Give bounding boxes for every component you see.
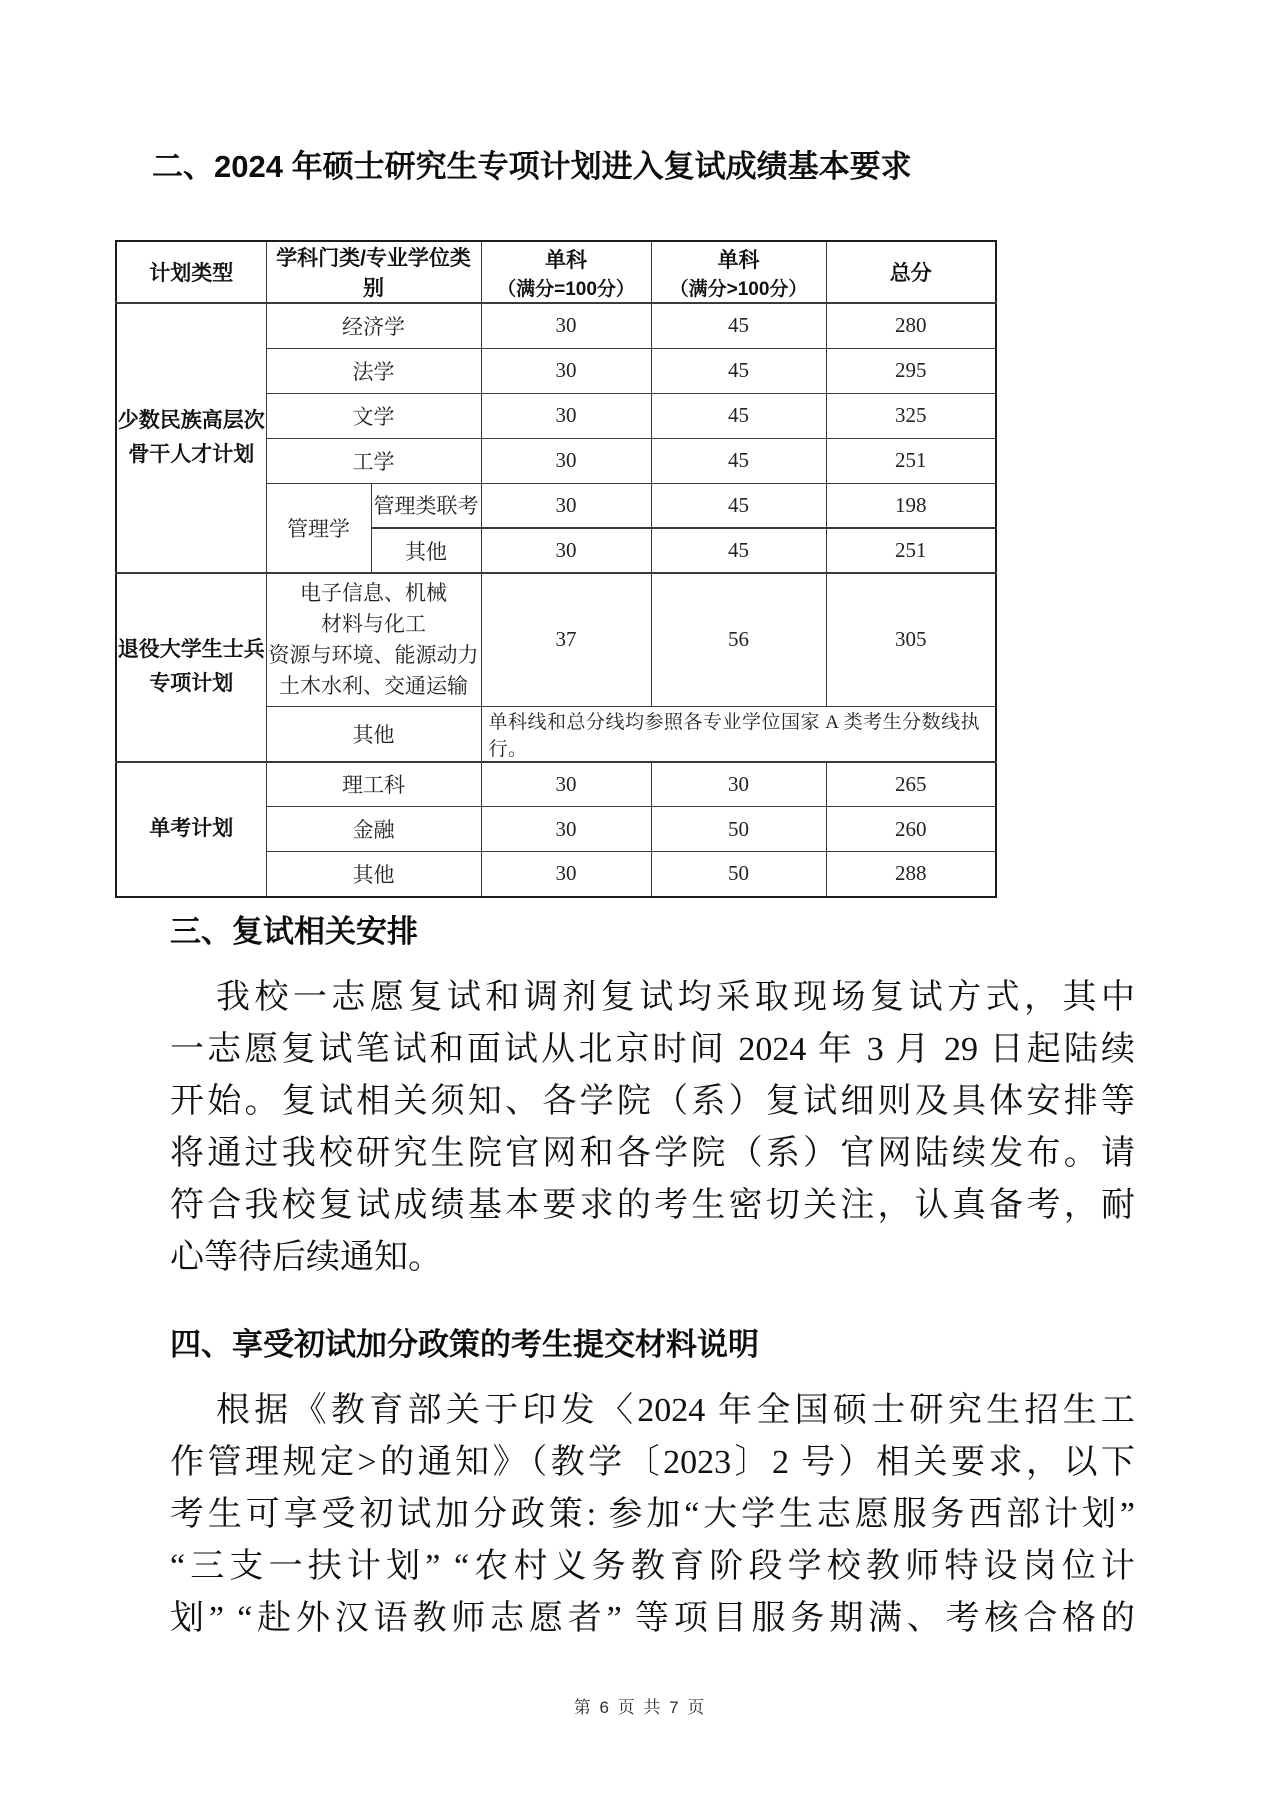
category-line: 材料与化工 <box>321 611 426 636</box>
cell-score-single1: 30 <box>481 807 651 852</box>
cell-single-exam-plan-label: 单考计划 <box>116 762 266 897</box>
cell-management-label: 管理学 <box>266 483 371 573</box>
section-heading-4: 四、享受初试加分政策的考生提交材料说明 <box>170 1326 759 1362</box>
cell-score-single1: 30 <box>481 393 651 438</box>
section-4-paragraph <box>170 1385 1135 1645</box>
cell-score-single1: 30 <box>481 438 651 483</box>
col-header-single-eq100-line1: 单科 <box>545 248 587 272</box>
plan-label-line: 少数民族高层次 <box>117 409 265 432</box>
paragraph-line: 一志愿复试笔试和面试从北京时间 2024 年 3 月 29 日起陆续 <box>170 1030 1135 1068</box>
cell-score-total: 251 <box>826 528 996 573</box>
paragraph-line: 考生可享受初试加分政策: 参加“大学生志愿服务西部计划” <box>170 1495 1135 1533</box>
cell-category-multiline <box>266 573 481 706</box>
col-header-single-eq100-line2: （满分=100分） <box>497 278 635 300</box>
cell-score-total: 251 <box>826 438 996 483</box>
paragraph-line: 将通过我校研究生院官网和各学院（系）官网陆续发布。请 <box>170 1134 1135 1172</box>
paragraph-line: 我校一志愿复试和调剂复试均采取现场复试方式，其中 <box>216 978 1135 1016</box>
col-header-single-gt100-line2: （满分>100分） <box>669 278 808 300</box>
col-header-single-eq100 <box>481 241 651 303</box>
scores-table <box>115 240 997 898</box>
cell-score-total: 280 <box>826 303 996 348</box>
cell-score-single2: 45 <box>651 528 826 573</box>
cell-score-total: 198 <box>826 483 996 528</box>
cell-minority-plan-label <box>116 303 266 573</box>
cell-score-single1: 30 <box>481 852 651 897</box>
cell-score-single1: 30 <box>481 528 651 573</box>
cell-score-single1: 37 <box>481 573 651 706</box>
paragraph-line: 心等待后续通知。 <box>170 1238 442 1276</box>
cell-score-single2: 45 <box>651 393 826 438</box>
paragraph-line: 符合我校复试成绩基本要求的考生密切关注，认真备考，耐 <box>170 1186 1135 1224</box>
cell-veterans-plan-label <box>116 573 266 762</box>
cell-note: 单科线和总分线均参照各专业学位国家 A 类考生分数线执行。 <box>481 706 996 762</box>
cell-score-single2: 45 <box>651 438 826 483</box>
cell-score-single2: 30 <box>651 762 826 807</box>
cell-score-total: 305 <box>826 573 996 706</box>
cell-category: 其他 <box>266 706 481 762</box>
page-title: 二、2024 年硕士研究生专项计划进入复试成绩基本要求 <box>152 149 912 184</box>
plan-label-line: 骨干人才计划 <box>128 443 255 466</box>
col-header-category: 学科门类/专业学位类别 <box>266 241 481 303</box>
category-line: 电子信息、机械 <box>300 580 447 605</box>
paragraph-line: 作管理规定>的通知》（教学〔2023〕2 号）相关要求，以下 <box>170 1443 1135 1481</box>
paragraph-line: 开始。复试相关须知、各学院（系）复试细则及具体安排等 <box>170 1082 1135 1120</box>
cell-category: 其他 <box>371 528 481 573</box>
cell-score-single1: 30 <box>481 762 651 807</box>
cell-score-single1: 30 <box>481 483 651 528</box>
cell-score-single2: 45 <box>651 303 826 348</box>
category-line: 土木水利、交通运输 <box>279 673 468 698</box>
cell-score-single2: 45 <box>651 348 826 393</box>
table-row <box>116 762 996 807</box>
cell-score-single2: 50 <box>651 852 826 897</box>
cell-score-single2: 45 <box>651 483 826 528</box>
plan-label-line: 退役大学生士兵 <box>117 638 265 662</box>
document-body <box>170 910 1135 1645</box>
cell-score-single1: 30 <box>481 303 651 348</box>
cell-score-single2: 50 <box>651 807 826 852</box>
cell-score-total: 260 <box>826 807 996 852</box>
section-heading-3: 三、复试相关安排 <box>170 913 418 949</box>
section-3-paragraph <box>170 972 1135 1284</box>
cell-category: 文学 <box>266 393 481 438</box>
category-line: 资源与环境、能源动力 <box>268 642 479 667</box>
paragraph-line: “三支一扶计划” “农村义务教育阶段学校教师特设岗位计 <box>170 1547 1135 1585</box>
cell-category: 经济学 <box>266 303 481 348</box>
cell-score-total: 325 <box>826 393 996 438</box>
cell-score-single1: 30 <box>481 348 651 393</box>
col-header-single-gt100-line1: 单科 <box>717 248 760 272</box>
cell-category: 理工科 <box>266 762 481 807</box>
table-row <box>116 303 996 348</box>
cell-score-total: 265 <box>826 762 996 807</box>
table-row <box>116 573 996 706</box>
table-header-row <box>116 241 996 303</box>
paragraph-line: 根据《教育部关于印发〈2024 年全国硕士研究生招生工 <box>216 1391 1135 1429</box>
page-footer: 第 6 页 共 7 页 <box>573 1697 707 1717</box>
cell-category: 工学 <box>266 438 481 483</box>
paragraph-line: 划” “赴外汉语教师志愿者” 等项目服务期满、考核合格的 <box>170 1599 1135 1637</box>
cell-score-total: 288 <box>826 852 996 897</box>
plan-label-line: 专项计划 <box>149 672 234 696</box>
cell-category: 法学 <box>266 348 481 393</box>
cell-score-total: 295 <box>826 348 996 393</box>
cell-category: 其他 <box>266 852 481 897</box>
cell-category: 金融 <box>266 807 481 852</box>
col-header-plan-type: 计划类型 <box>116 241 266 303</box>
col-header-single-gt100 <box>651 241 826 303</box>
cell-category: 管理类联考 <box>371 483 481 528</box>
col-header-total: 总分 <box>826 241 996 303</box>
cell-score-single2: 56 <box>651 573 826 706</box>
score-table-wrapper <box>115 240 1280 898</box>
